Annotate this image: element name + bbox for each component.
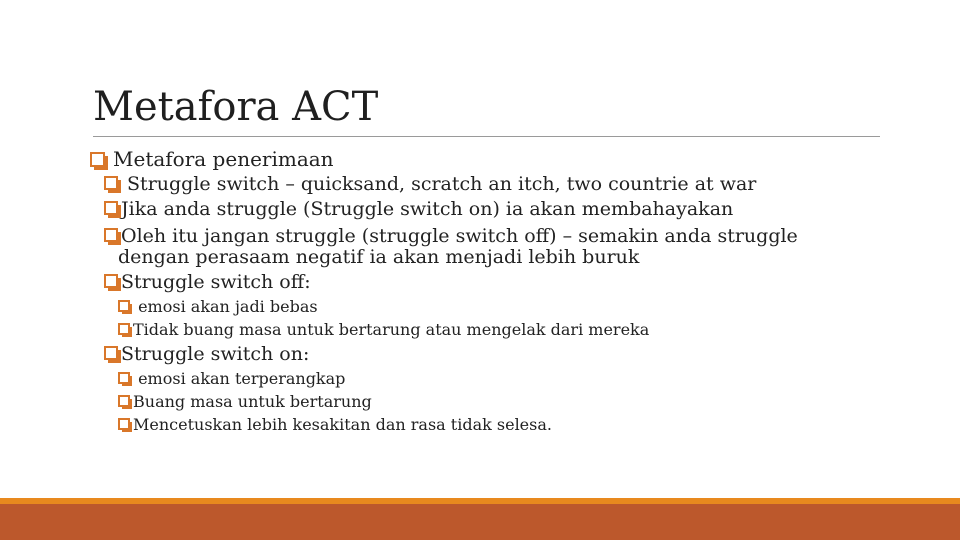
bullet-text: Struggle switch on: (121, 343, 310, 365)
square-bullet-icon (104, 201, 118, 215)
bullet-item-struggle-switch-on (104, 343, 309, 365)
square-bullet-icon (104, 274, 118, 288)
bullet-item-jika-anda-struggle (104, 198, 733, 220)
square-bullet-icon (118, 372, 130, 384)
slide-title: Metafora ACT (93, 84, 379, 130)
bullet-text: Metafora penerimaan (113, 147, 334, 171)
bullet-item-emosi-terperangkap (118, 369, 345, 389)
bullet-text: Buang masa untuk bertarung (133, 392, 372, 411)
bullet-text: dengan perasaam negatif ia akan menjadi lebih buruk (118, 246, 640, 268)
bullet-item-oleh-itu (104, 225, 798, 247)
bullet-text: emosi akan jadi bebas (133, 297, 318, 316)
bullet-text: Mencetuskan lebih kesakitan dan rasa tidak selesa. (133, 415, 552, 434)
bullet-item-oleh-itu-continued (118, 246, 639, 268)
bullet-item-mencetuskan (118, 415, 552, 435)
bullet-text: Struggle switch off: (121, 271, 311, 293)
square-bullet-icon (104, 228, 118, 242)
square-bullet-icon (90, 152, 105, 167)
bullet-text: Oleh itu jangan struggle (struggle switch off) – semakin anda struggle (121, 225, 798, 247)
bullet-item-tidak-buang-masa (118, 320, 649, 340)
square-bullet-icon (104, 176, 118, 190)
square-bullet-icon (118, 395, 130, 407)
bullet-item-emosi-bebas (118, 297, 318, 317)
square-bullet-icon (104, 346, 118, 360)
title-divider (93, 136, 880, 137)
square-bullet-icon (118, 418, 130, 430)
bullet-text: Jika anda struggle (Struggle switch on) ia akan membahayakan (121, 198, 734, 220)
footer-band (0, 504, 960, 540)
bullet-text: emosi akan terperangkap (133, 369, 346, 388)
bullet-item-struggle-switch-off (104, 271, 311, 293)
square-bullet-icon (118, 300, 130, 312)
square-bullet-icon (118, 323, 130, 335)
bullet-text: Tidak buang masa untuk bertarung atau mengelak dari mereka (133, 320, 650, 339)
bullet-item-struggle-switch (104, 173, 756, 195)
bullet-item-metafora-penerimaan (90, 147, 334, 171)
bullet-text: Struggle switch – quicksand, scratch an itch, two countrie at war (121, 173, 757, 195)
bullet-item-buang-masa (118, 392, 372, 412)
